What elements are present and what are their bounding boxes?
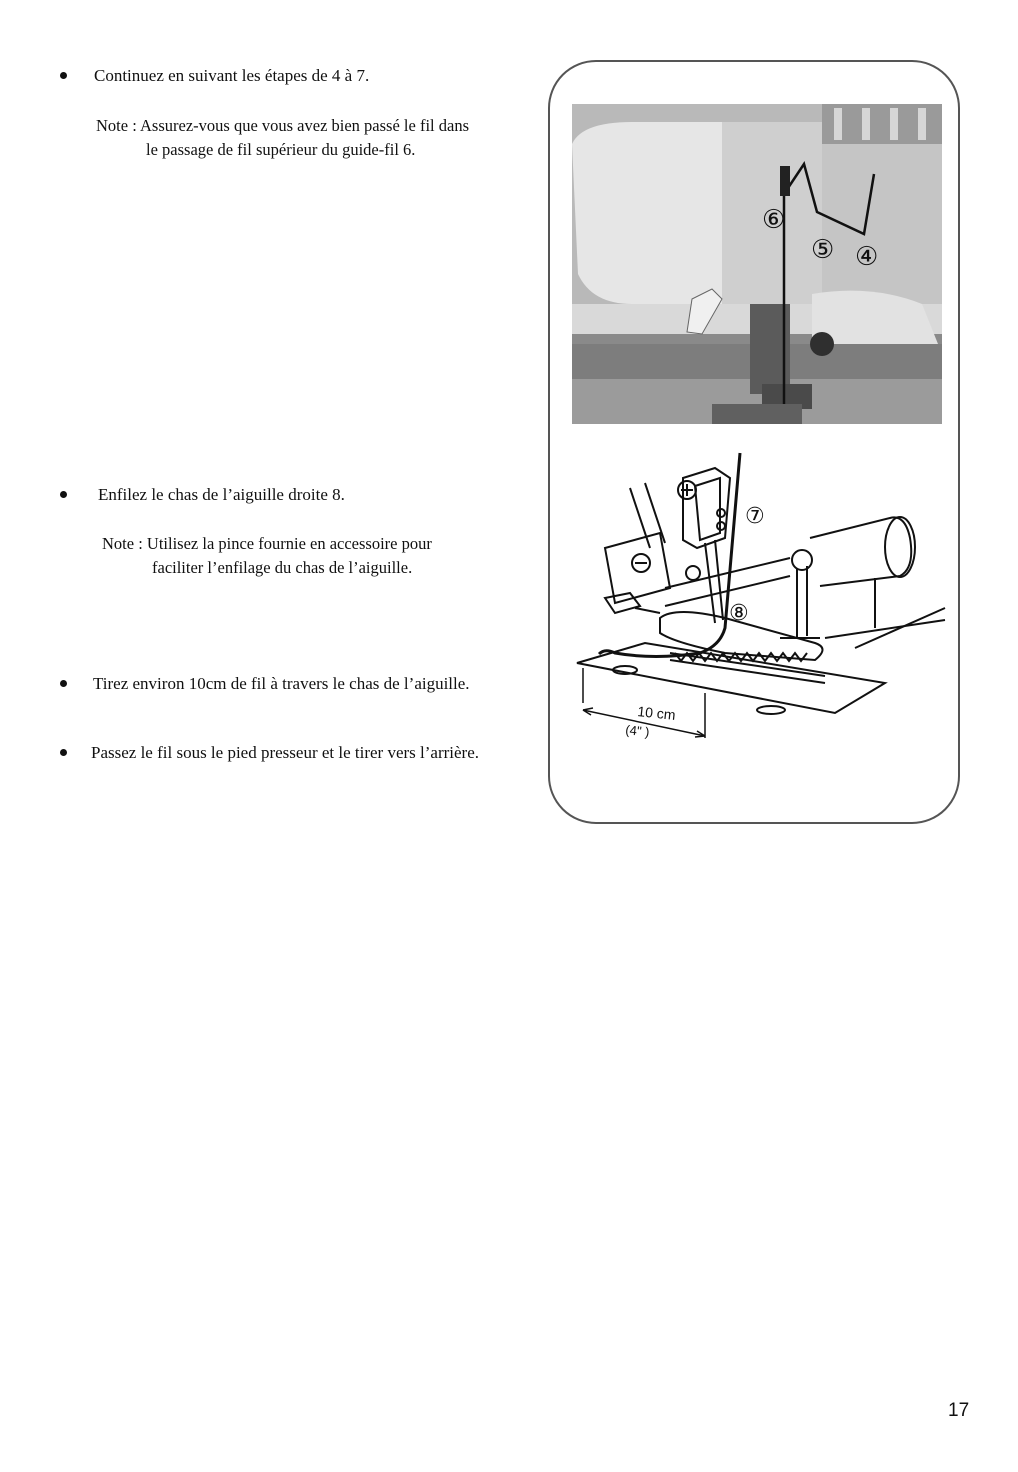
note-upper-guide: [96, 114, 469, 162]
measure-imperial-label: (4" ): [624, 722, 651, 740]
callout-4: ④: [855, 241, 879, 271]
step-continue-text: Continuez en suivant les étapes de 4 à 7.: [94, 66, 370, 85]
callout-6: ⑥: [762, 204, 786, 234]
note-line: Note : Utilisez la pince fournie en accessoire pour: [102, 534, 432, 553]
bullet-dot: [60, 749, 67, 756]
callout-7: ⑦: [745, 503, 765, 528]
note-tweezers: [102, 532, 432, 580]
bullet-dot: [60, 72, 67, 79]
note-line: le passage de fil supérieur du guide-fil 6.: [146, 140, 416, 159]
step-thread-needle-text: Enfilez le chas de l’aiguille droite 8.: [98, 485, 345, 504]
bullet-dot: [60, 680, 67, 687]
callout-8: ⑧: [729, 600, 749, 625]
page-number: 17: [948, 1400, 970, 1421]
note-line: Note : Assurez-vous que vous avez bien passé le fil dans: [96, 116, 469, 135]
step-under-foot-text: Passez le fil sous le pied presseur et le tirer vers l’arrière.: [91, 743, 480, 762]
step-pull-thread-text: Tirez environ 10cm de fil à travers le chas de l’aiguille.: [93, 674, 470, 693]
measure-metric-label: 10 cm: [636, 703, 677, 723]
bullet-dot: [60, 491, 67, 498]
callout-5: ⑤: [811, 234, 835, 264]
needle-threading-drawing: [575, 448, 950, 748]
machine-photo: [572, 104, 942, 424]
note-line: faciliter l’enfilage du chas de l’aiguille.: [152, 558, 413, 577]
